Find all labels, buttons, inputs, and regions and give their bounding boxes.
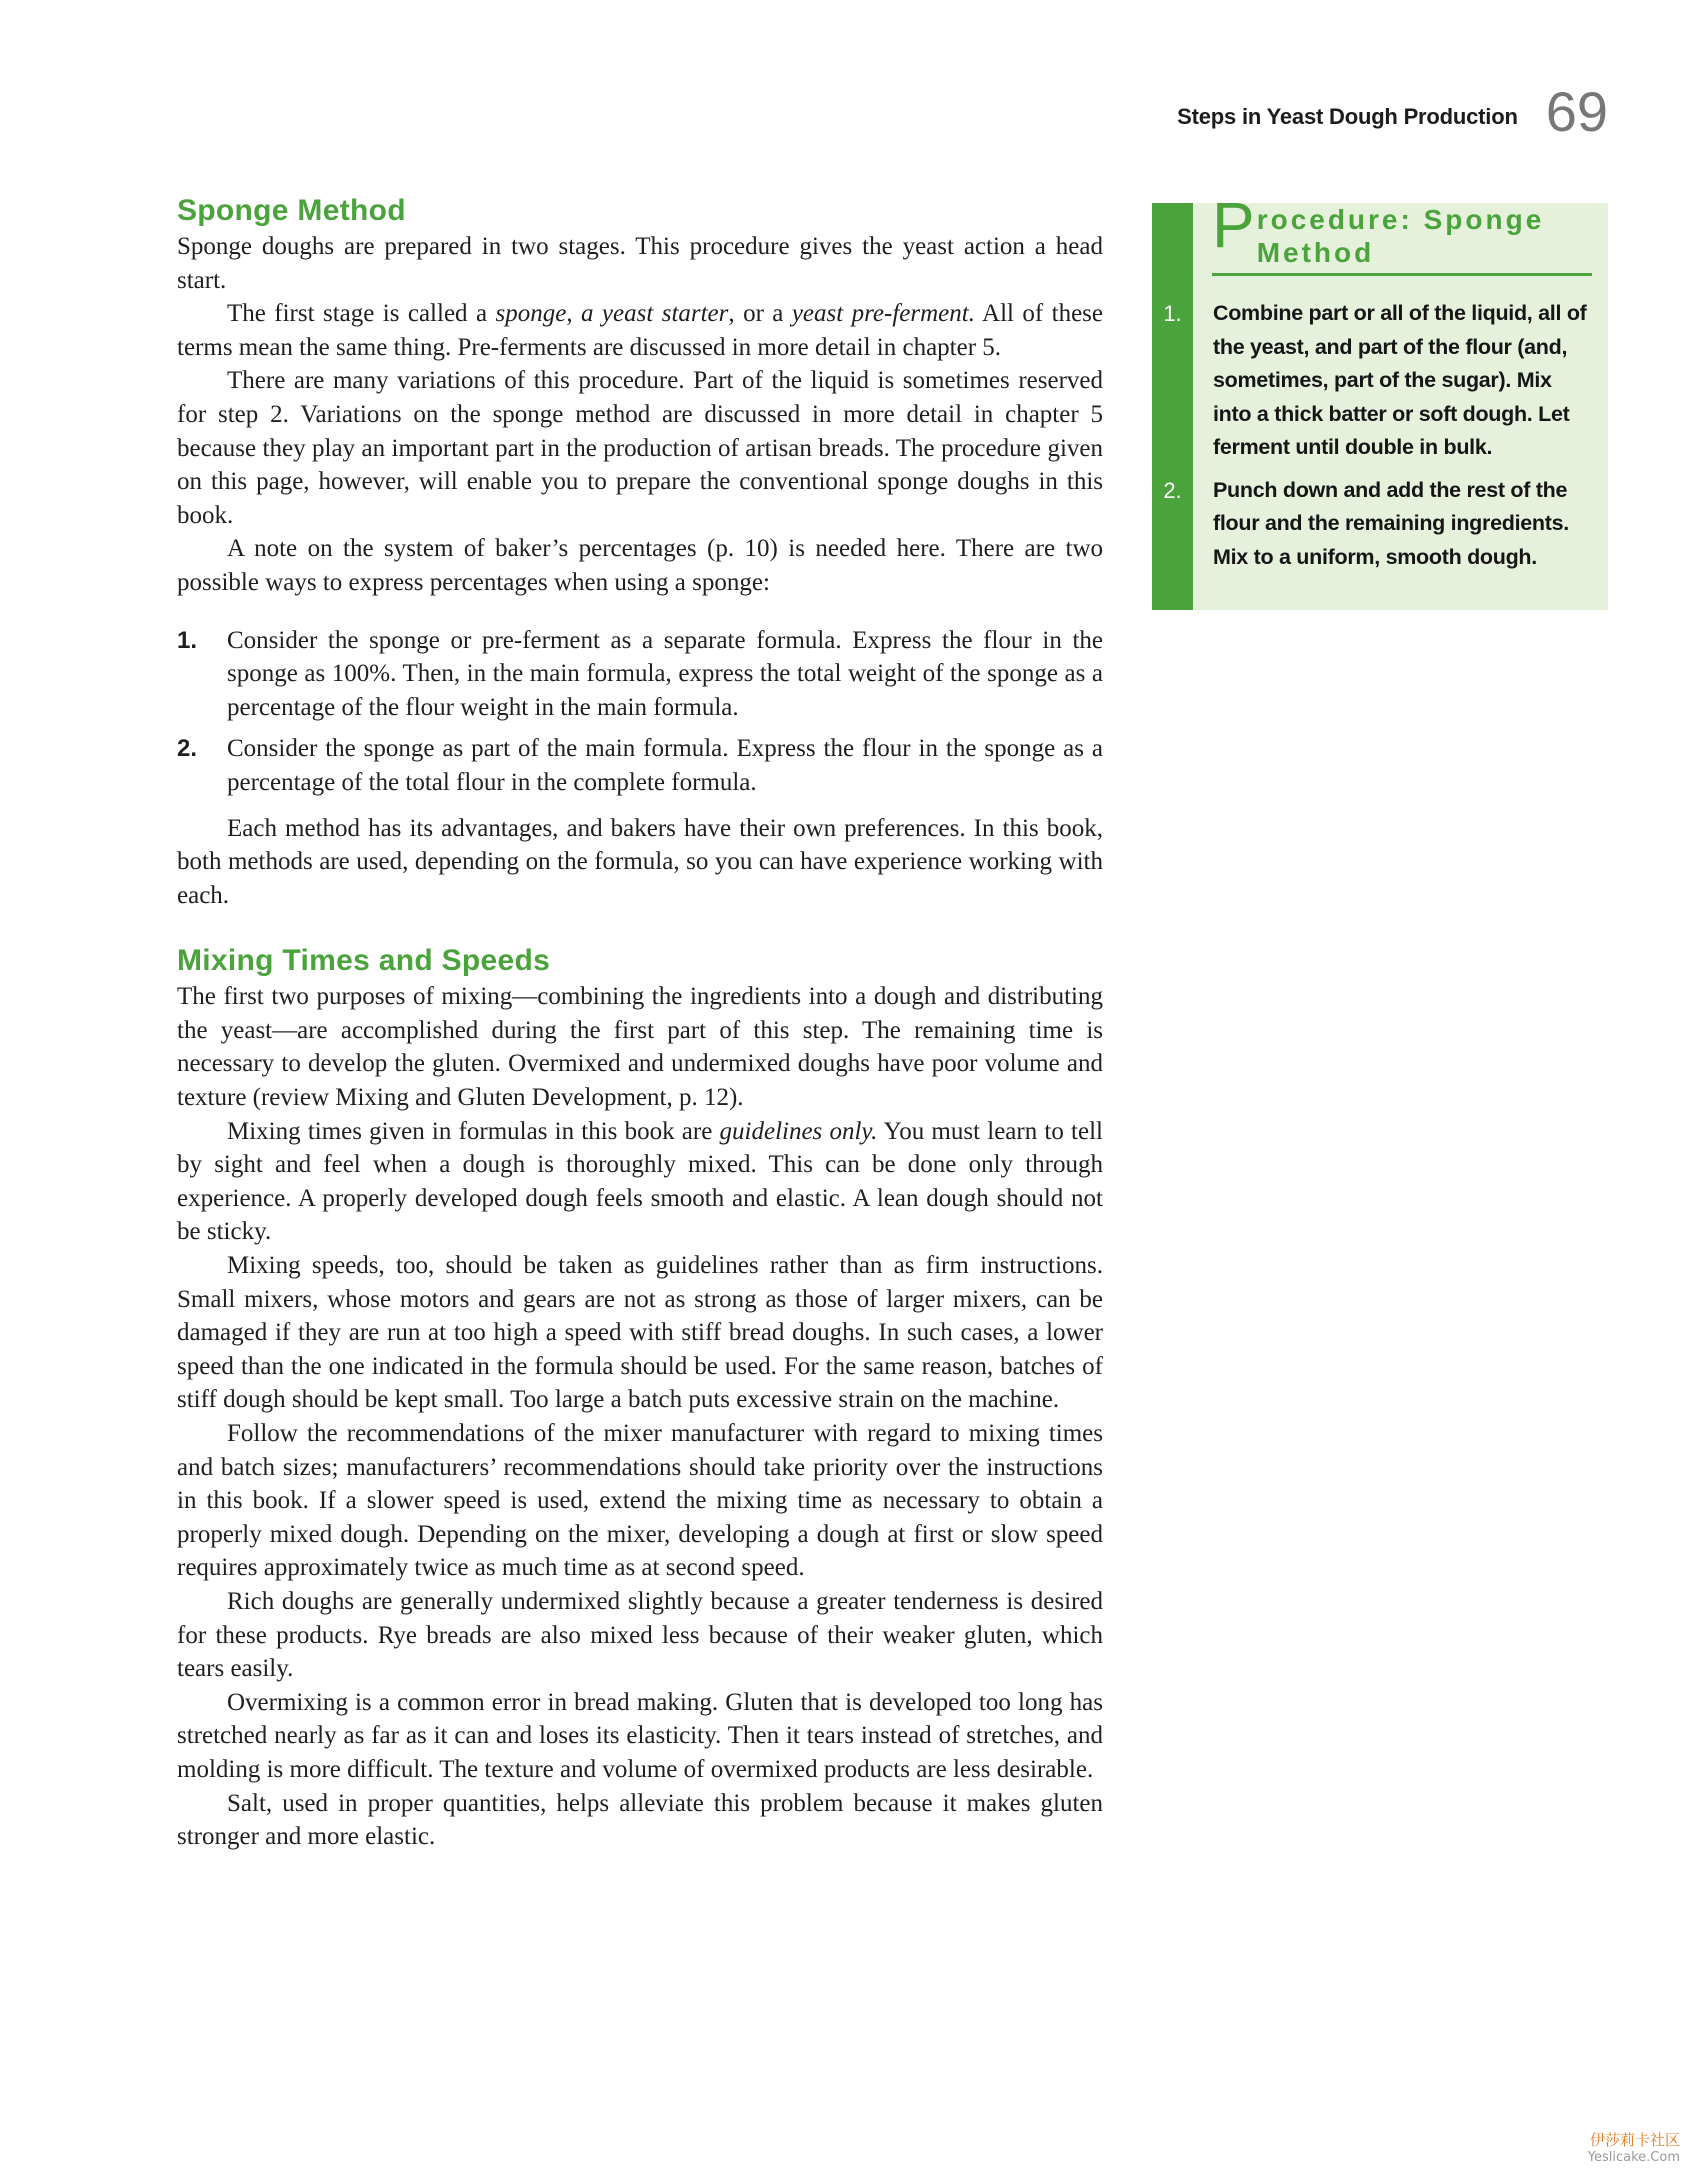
step-number: 1. xyxy=(1163,301,1182,326)
title-initial: P xyxy=(1212,189,1255,261)
section-sponge-method xyxy=(177,192,1103,912)
step-number: 2. xyxy=(1163,477,1182,503)
title-rest: rocedure: Sponge Method xyxy=(1256,204,1545,268)
step-text: Combine part or all of the liquid, all of the yeast, and part of the flour (and, sometimes, part of the sugar). Mix into a thick batter or soft dough. Let ferment until double in bulk. xyxy=(1213,301,1587,459)
paragraph: The first two purposes of mixing—combining the ingredients into a dough and distributing the yeast—are accomplished during the first part of this step. The remaining time is necessary to develop the gluten. Overmixed and undermixed doughs have poor volume and texture (review Mixing and Gluten Development, p. 12). xyxy=(177,983,1103,1112)
page-number: 69 xyxy=(1545,80,1608,143)
paragraph: A note on the system of baker’s percentages (p. 10) is needed here. There are two possible ways to express percentages when using a sponge: xyxy=(177,535,1103,596)
watermark xyxy=(1588,2129,1680,2165)
watermark-en: Yeslicake.Com xyxy=(1587,2150,1680,2165)
step-text: Punch down and add the rest of the flour and the remaining ingredients. Mix to a uniform, smooth dough. xyxy=(1213,477,1569,569)
section-heading: Mixing Times and Speeds xyxy=(177,944,551,978)
paragraph: Overmixing is a common error in bread making. Gluten that is developed too long has stretched nearly as far as it can and loses its elasticity. Then it tears instead of stretches, and molding is more difficult. The texture and volume of overmixed products are less desirable. xyxy=(177,1688,1103,1783)
paragraph: There are many variations of this procedure. Part of the liquid is sometimes reserved for step 2. Variations on the sponge method are discussed in more detail in chapter 5 because they play an important part in the production of artisan breads. The procedure given on this page, however, will enable you to prepare the conventional sponge doughs in this book. xyxy=(177,367,1103,529)
section-mixing-times xyxy=(177,942,1103,1853)
procedure-steps xyxy=(1152,297,1608,583)
procedure-step xyxy=(1152,297,1608,465)
list-text: Consider the sponge or pre-ferment as a separate formula. Express the flour in the sponge as 100%. Then, in the main formula, express the total weight of the sponge as a percentage of the flour weight in the main formula. xyxy=(227,626,1103,721)
section-heading: Sponge Method xyxy=(177,194,406,227)
procedure-sidebar xyxy=(1152,189,1608,610)
watermark-cn: 伊莎莉卡社区 xyxy=(1589,2131,1680,2149)
list-number: 1. xyxy=(177,626,198,654)
paragraph: Mixing speeds, too, should be taken as guidelines rather than as firm instructions. Small mixers, whose motors and gears are not as strong as those of larger mixers, can be damaged if they are run at too high a speed with stiff bread doughs. In such cases, a lower speed than the one indicated in the formula should be used. For the same reason, batches of stiff dough should be kept small. Too large a batch puts excessive strain on the machine. xyxy=(177,1252,1103,1414)
paragraph: Mixing times given in formulas in this book are guidelines only. You must learn to tell by sight and feel when a dough is thoroughly mixed. This can be done only through experience. A properly developed dough feels smooth and elastic. A lean dough should not be sticky. xyxy=(177,1117,1103,1246)
procedure-title xyxy=(1212,189,1592,276)
paragraph: Follow the recommendations of the mixer manufacturer with regard to mixing times and batch sizes; manufacturers’ recommendations should take priority over the instructions in this book. If a slower speed is used, extend the mixing time as necessary to obtain a properly mixed dough. Depending on the mixer, developing a dough at first or slow speed requires approximately twice as much time as at second speed. xyxy=(177,1420,1103,1582)
list-number: 2. xyxy=(177,735,198,763)
list-item xyxy=(177,732,1103,799)
paragraph: The first stage is called a sponge, a yeast starter, or a yeast pre-ferment. All of these terms mean the same thing. Pre-ferments are discussed in more detail in chapter 5. xyxy=(177,300,1103,361)
numbered-list xyxy=(177,624,1103,800)
list-text: Consider the sponge as part of the main formula. Express the flour in the sponge as a percentage of the total flour in the complete formula. xyxy=(227,735,1103,796)
list-item xyxy=(177,624,1103,725)
paragraph: Salt, used in proper quantities, helps alleviate this problem because it makes gluten stronger and more elastic. xyxy=(177,1789,1103,1851)
paragraph: Each method has its advantages, and bakers have their own preferences. In this book, both methods are used, depending on the formula, so you can have experience working with each. xyxy=(177,814,1103,909)
running-title: Steps in Yeast Dough Production xyxy=(1177,104,1518,129)
running-header xyxy=(1177,80,1608,143)
procedure-step xyxy=(1152,474,1608,575)
paragraph: Rich doughs are generally undermixed slightly because a greater tenderness is desired for these products. Rye breads are also mixed less because of their weaker gluten, which tears easily. xyxy=(177,1587,1103,1683)
paragraph: Sponge doughs are prepared in two stages. This procedure gives the yeast action a head start. xyxy=(177,233,1103,294)
main-column xyxy=(177,192,1103,1854)
